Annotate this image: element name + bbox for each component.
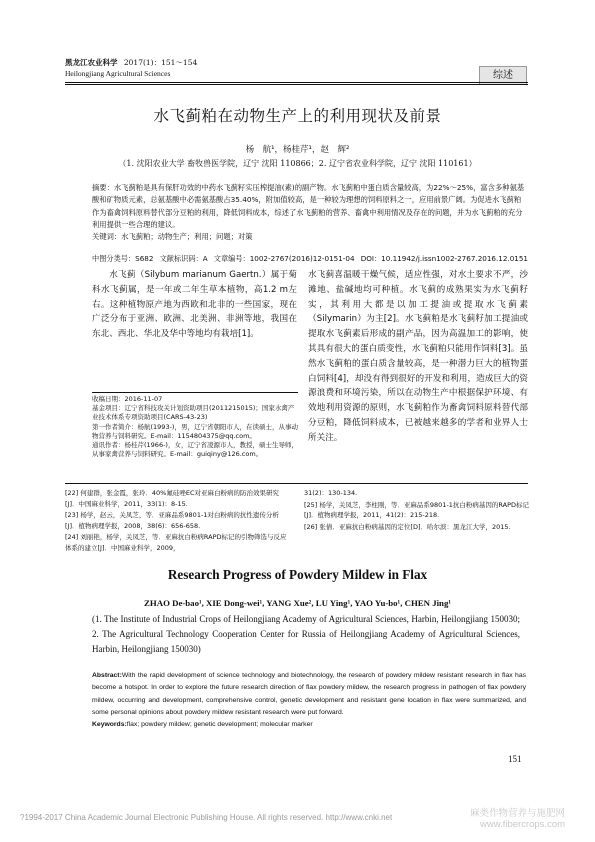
english-abstract-block — [92, 670, 526, 731]
doi: DOI：10.11942/j.issn1002-2767.2016.12.0151 — [360, 254, 528, 263]
watermark-logo: 麻类作物营养与施肥网 www.fibercrops.com — [470, 808, 566, 830]
copyright-footer: ?1994-2017 China Academic Journal Electronic Publishing House. All rights reserved. http://www.cnki.net — [20, 813, 393, 822]
header-rule — [65, 82, 528, 83]
abstract-label: Abstract: — [92, 672, 122, 679]
reference-item: [25] 杨学，关凤芝，李柱刚，等．亚麻品系9801-1抗白粉病基因的RAPD标记[J]．植物病理学报，2011，41(2)：215-218. — [304, 500, 530, 519]
reference-item: [26] 张倩．亚麻抗白粉病基因的定位[D]．哈尔滨：黑龙江大学，2015. — [304, 522, 511, 531]
footnote-corresponding: 通讯作者：杨桂芹(1966-)，女，辽宁省凌源市人，教授，硕士生导师，从事家禽营养与饲料研究。E-mail：guiqiny@126.com。 — [92, 441, 298, 459]
journal-name-cn: 黑龙江农业科学 — [65, 58, 118, 67]
english-affiliation: (1. The Institute of Industrial Crops of Heilongjiang Academy of Agricultural Sciences, Harbin, Heilongjiang 150030; 2. The Agricultural Technology Cooperation Center for Russia of Heilongjiang Academy of Agricultural Sciences, Harbin, Heilongjiang 150030) — [92, 614, 520, 654]
abstract-block — [92, 182, 528, 243]
body-column-left: 水飞蓟（Silybum marianum Gaertn.）属于菊科水飞蓟属，是一年或二年生草本植物，高1.2 m左右。这种植物原产地为西欧和北非的一些国家，现在广泛分布于亚洲、欧洲、北美洲、非洲等地，我国在东北、西北、华北及华中等地均有栽培[1]。 — [92, 270, 297, 340]
footnote-received: 收稿日期：2016-11-07 — [92, 395, 163, 403]
article-affiliation: （1. 沈阳农业大学 畜牧兽医学院，辽宁 沈阳 110866；2. 辽宁省农业科学院，辽宁 沈阳 110161） — [118, 159, 477, 168]
footnote-first-author: 第一作者简介：杨航(1993-)，男，辽宁省朝阳市人，在读硕士，从事动物营养与饲料研究。E-mail：1154804375@qq.com。 — [92, 422, 298, 440]
section-tag: 综述 — [479, 66, 527, 85]
reference-item: [24] 刘丽艳，杨学，关凤芝，等．亚麻抗白粉病RAPD标记的引物筛选与反应体系的建立[J]．中国麻业科学，2009， — [65, 533, 287, 552]
article-meta — [92, 254, 528, 264]
keywords-label: Keywords: — [92, 721, 127, 729]
english-title: Research Progress of Powdery Mildew in Flax — [167, 567, 428, 582]
reference-item: 31(2)：130-134. — [304, 489, 358, 497]
clc-number: 中图分类号：S682 — [92, 254, 154, 263]
english-abstract: With the rapid development of science technology and biotechnology, the research of powdery mildew resistant research in flax has become a hotspot. In order to explore the future research direction of flax powdery mildew, the research progress in pathogen of flax powdery mildew, occurring and development, comprehensive control, genetic development and resistant gene location in flax were summarized, and some personal opinions about powdery mildew resistant research were put forward. — [92, 672, 526, 716]
reference-item: [22] 何建群，张金霞，张玲．40%氟硅唑EC对亚麻白粉病的防治效果研究[J]．中国麻业科学，2011，33(1)：8-15. — [65, 489, 280, 508]
journal-name-en: Heilongjiang Agricultural Sciences — [65, 69, 171, 78]
reference-list-right — [304, 488, 530, 533]
keywords-cn: 关键词：水飞蓟粕；动物生产；利用；问题；对策 — [92, 232, 253, 242]
journal-issue: 2017(1)：151～154 — [123, 58, 198, 67]
article-number: 文章编号：1002-2767(2016)12-0151-04 — [213, 254, 355, 263]
body-column-right: 水飞蓟喜温暖干燥气候，适应性强，对水土要求不严，沙滩地、盐碱地均可种植。水飞蓟的成熟果实为水飞蓟籽实，其利用大都是以加工提油或提取水飞蓟素（Silymarin）为主[2]。水飞蓟粕是水飞蓟籽加工提油或提取水飞蓟素后形成的副产品，因为高温加工的影响，使其具有很大的蛋白质变性，水飞蓟粕只能用作饲料[3]。虽然水飞蓟粕的蛋白质含量较高，是一种潜力巨大的植物蛋白饲料[4]，却没有得到很好的开发和利用，造成巨大的资源浪费和环境污染，所以在动物生产中根据保护环境、有效地利用资源的原则，水飞蓟粕作为畜禽饲料原料替代部分豆粕，降低饲料成本，已被越来越多的学者和业界人士所关注。 — [308, 270, 528, 443]
english-keywords: flax; powdery mildew; genetic development; molecular marker — [126, 721, 313, 729]
header-rule-thin — [65, 84, 528, 85]
footnote — [92, 392, 298, 459]
page-number: 151 — [508, 754, 522, 764]
journal-header — [65, 58, 197, 68]
reference-item: [23] 杨学，赵云，关凤芝，等．亚麻品系9801-1对白粉病的抗性遗传分析[J]．植物病理学报，2008，38(6)：656-658. — [65, 511, 279, 530]
doc-code: 文献标识码：A — [159, 254, 208, 263]
english-authors: ZHAO De-bao¹, XIE Dong-wei¹, YANG Xue², LU Ying¹, YAO Yu-bo¹, CHEN Jing¹ — [144, 598, 451, 608]
article-title: 水飞蓟粕在动物生产上的利用现状及前景 — [153, 107, 442, 125]
footnote-funding: 基金项目：辽宁省科技攻关计划资助项目(2011215015)；国家水禽产业技术体系专项资助项目(CARS-43-23) — [92, 404, 295, 422]
section-rule — [65, 483, 528, 484]
article-authors: 杨 航¹，杨桂芹¹，赵 辉² — [245, 145, 350, 155]
reference-list-left — [65, 488, 291, 554]
abstract-cn: 摘要：水飞蓟粕是具有保肝功效的中药水飞蓟籽实压榨提油(素)的副产物。水飞蓟粕中蛋白质含量较高，为22%～25%，富含多种氨基酸和矿物质元素，总氨基酸中必需氨基酸占35.40%，附加值较高，是一种较为理想的饲料原料之一，应用前景广阔。为促进水飞蓟粕作为畜禽饲料原料替代部分豆粕的利用，降低饲料成本，综述了水飞蓟粕的营养、畜禽中利用情况及存在的问题，并为水飞蓟粕的充分利用提供一些合理的建议。 — [92, 183, 525, 229]
